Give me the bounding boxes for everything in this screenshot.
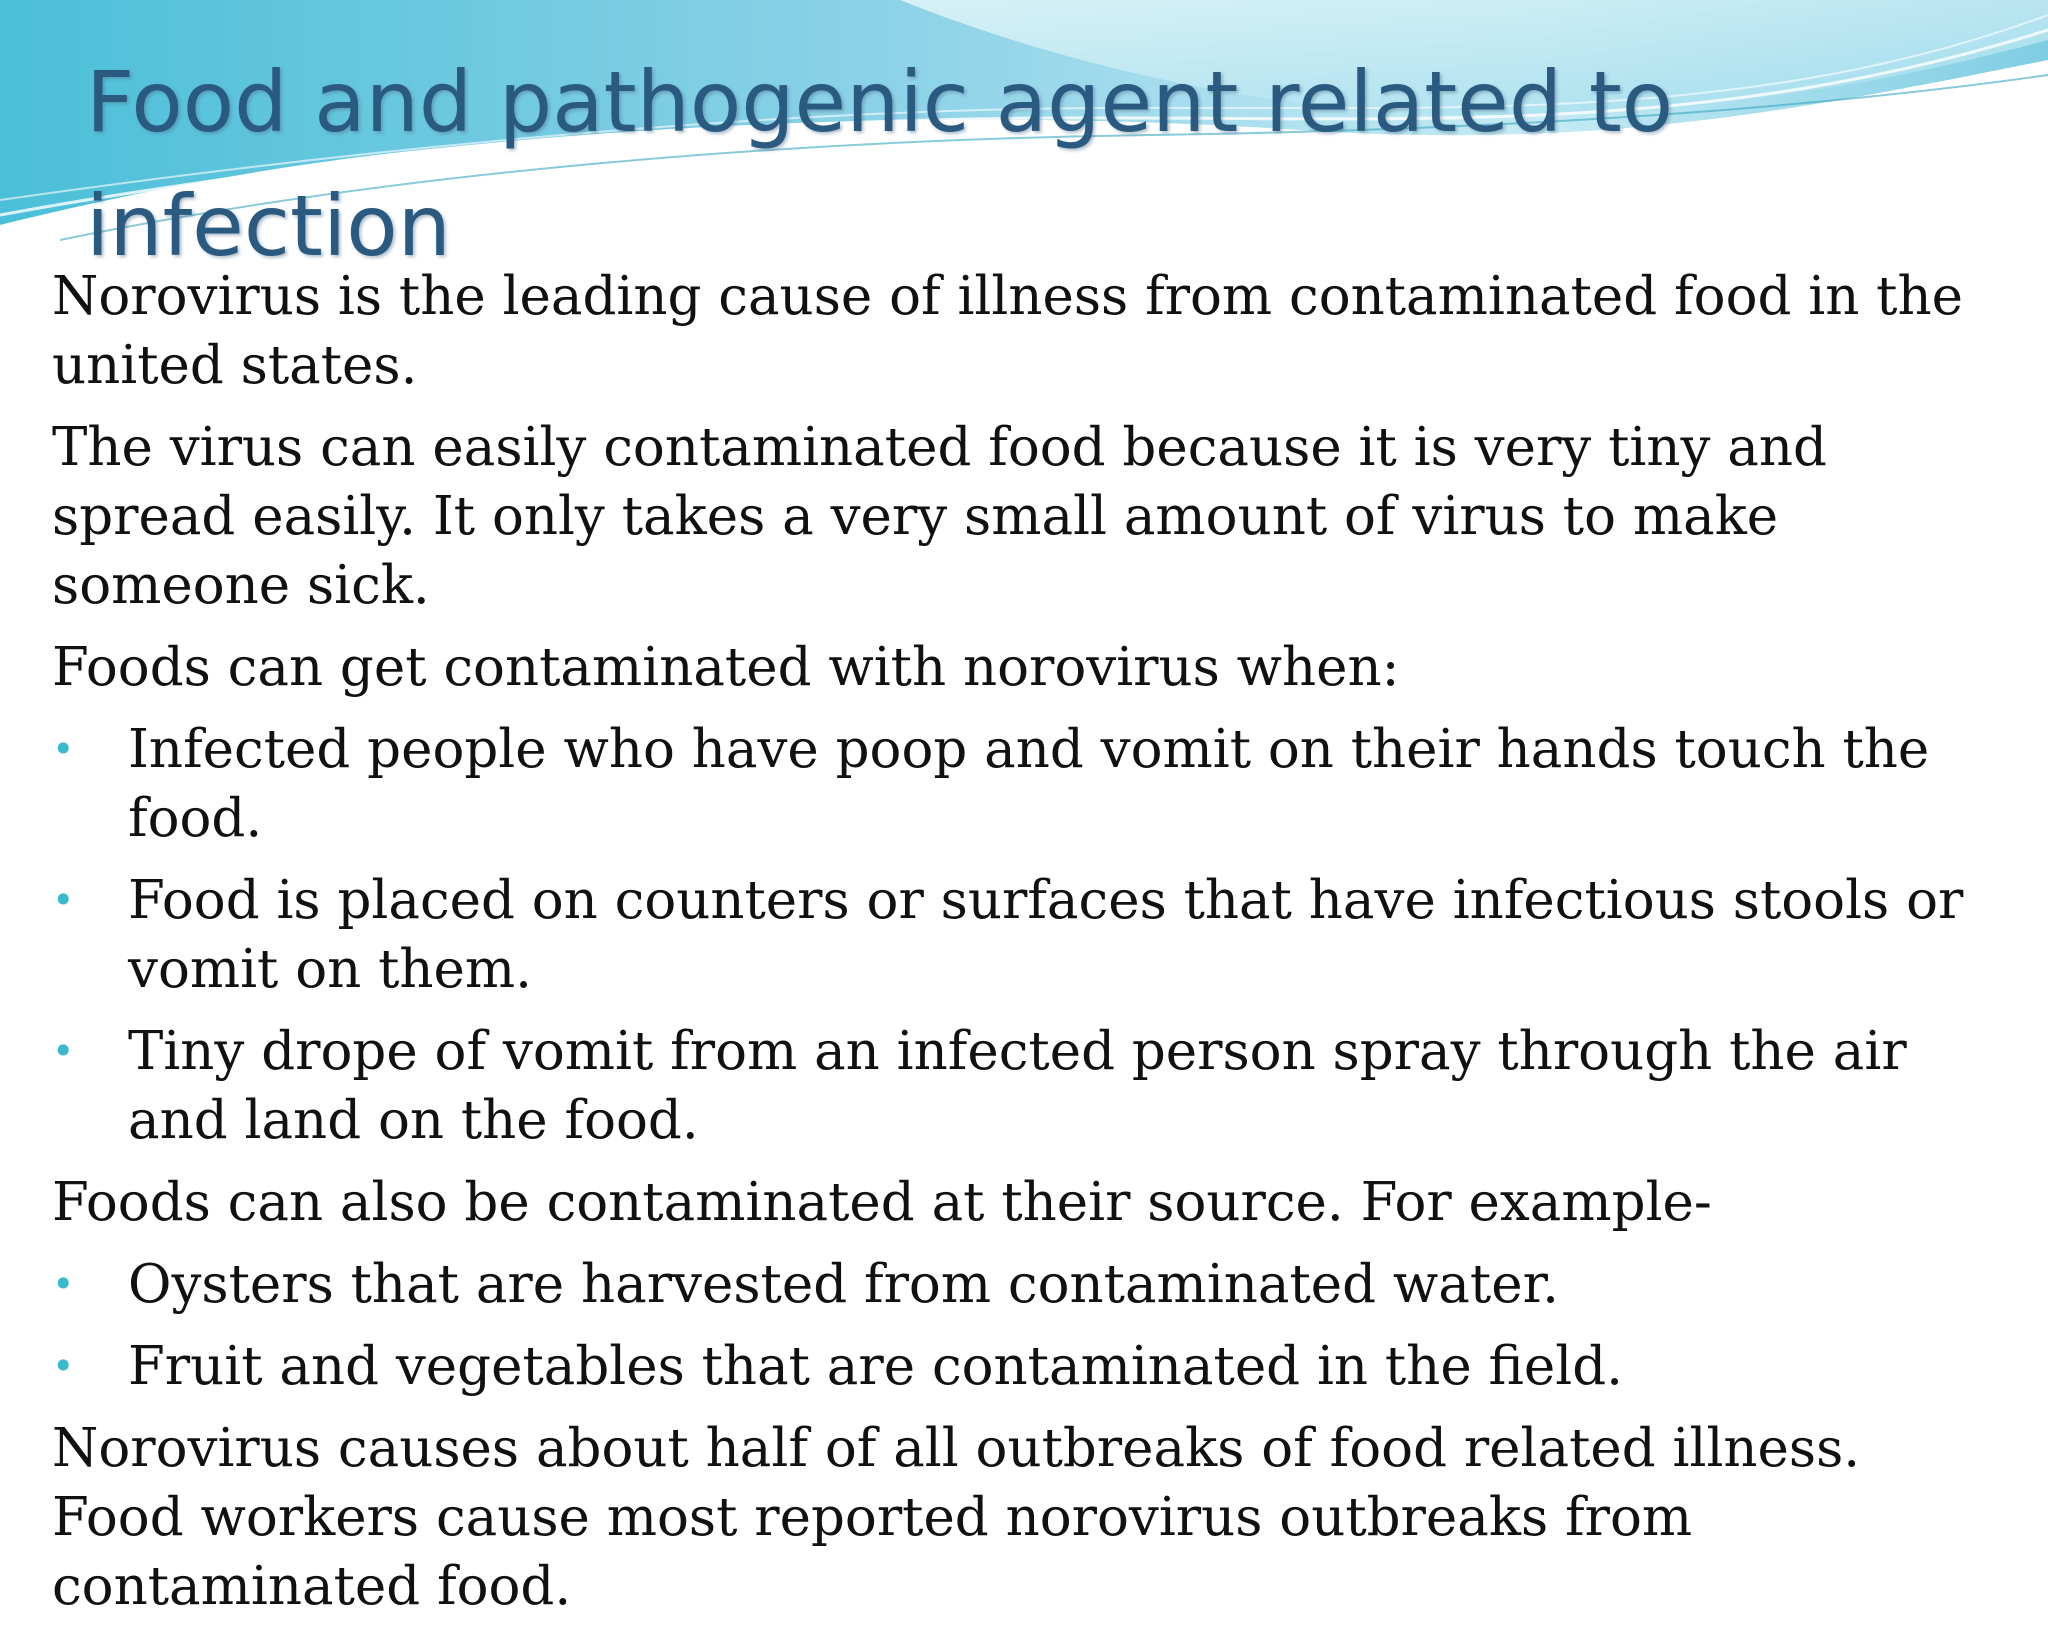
- list-item: [52, 866, 2002, 1004]
- list-item-text: Oysters that are harvested from contaminated water.: [128, 1254, 1559, 1315]
- bullet-icon: •: [52, 1344, 75, 1388]
- list-item-text: Infected people who have poop and vomit on their hands touch the food.: [128, 719, 1930, 849]
- list-item: [52, 1017, 2002, 1155]
- paragraph-source-intro: Foods can also be contaminated at their source. For example-: [52, 1172, 1712, 1233]
- slide-body: [52, 262, 2002, 1634]
- paragraph-contamination-intro: Foods can get contaminated with norovirus when:: [52, 637, 1400, 698]
- list-item-text: Fruit and vegetables that are contaminated in the field.: [128, 1336, 1623, 1397]
- list-item-text: Tiny drope of vomit from an infected person spray through the air and land on the food.: [128, 1021, 1907, 1151]
- paragraph-outbreaks: Norovirus causes about half of all outbreaks of food related illness. Food workers cause most reported norovirus outbreaks from contaminated food.: [52, 1418, 1861, 1617]
- list-item-text: Food is placed on counters or surfaces that have infectious stools or vomit on them.: [128, 870, 1964, 1000]
- bullet-icon: •: [52, 1029, 75, 1073]
- list-item: [52, 1250, 2002, 1319]
- slide-title: Food and pathogenic agent related to infection: [86, 53, 1674, 275]
- paragraph-leading-cause: Norovirus is the leading cause of illness from contaminated food in the united states.: [52, 266, 1963, 396]
- list-item: [52, 715, 2002, 853]
- bullet-icon: •: [52, 878, 75, 922]
- list-item: [52, 1332, 2002, 1401]
- bullet-icon: •: [52, 1262, 75, 1306]
- bullet-icon: •: [52, 727, 75, 771]
- paragraph-virus-spread: The virus can easily contaminated food because it is very tiny and spread easily. It only takes a very small amount of virus to make someone sick.: [52, 417, 1827, 616]
